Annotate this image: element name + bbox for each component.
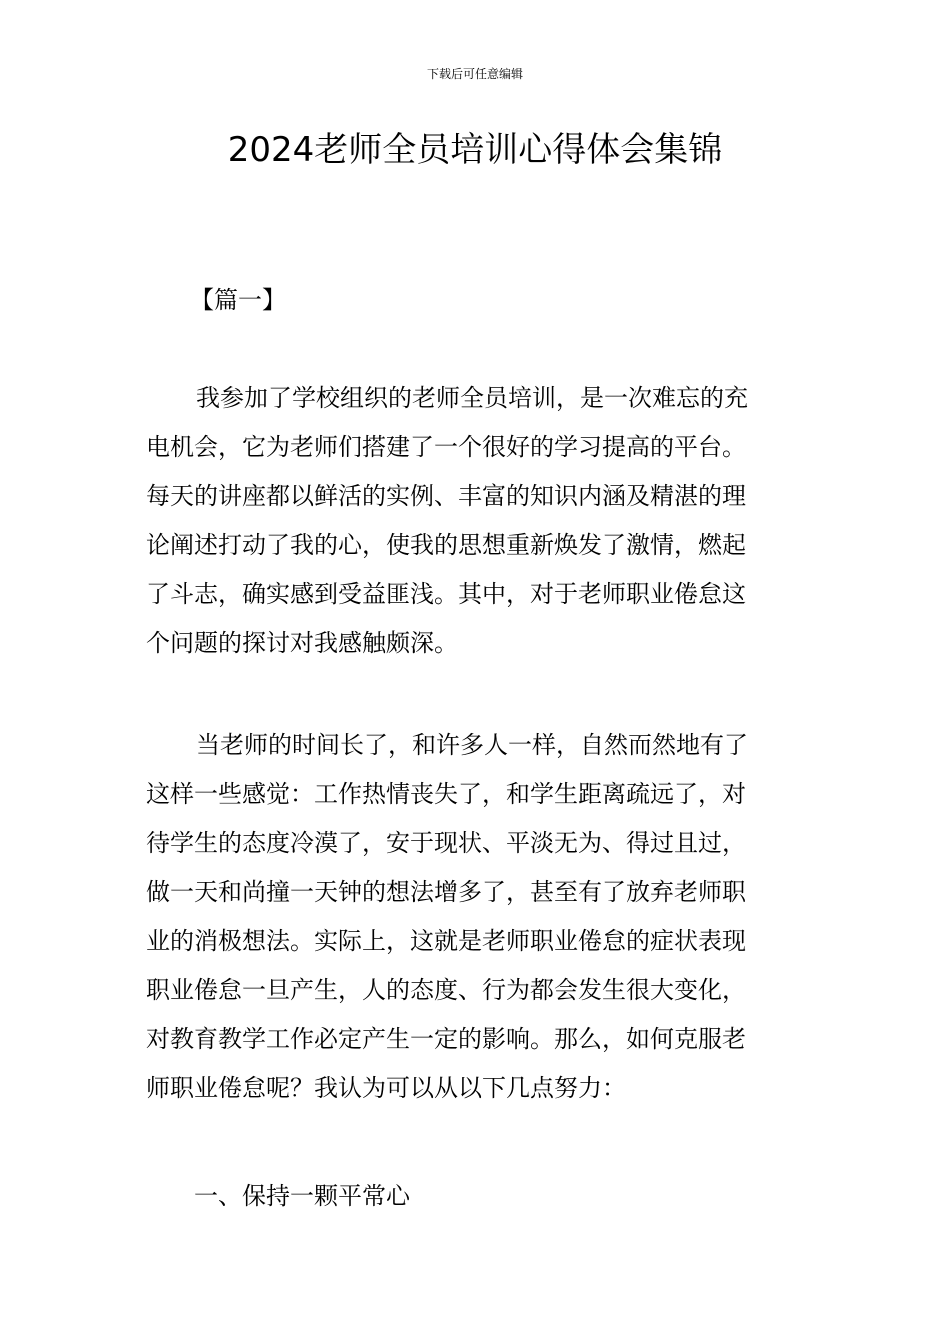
- paragraph-2: [146, 721, 811, 1113]
- paragraph-line: 论阐述打动了我的心，使我的思想重新焕发了激情，燃起: [146, 531, 746, 559]
- subheading: 一、保持一颗平常心: [194, 1182, 410, 1210]
- paragraph-line: 了斗志，确实感到受益匪浅。其中，对于老师职业倦怠这: [146, 580, 746, 608]
- paragraph-line: 待学生的态度冷漠了，安于现状、平淡无为、得过且过，: [146, 829, 746, 857]
- paragraph-line: 师职业倦怠呢？我认为可以从以下几点努力：: [146, 1074, 626, 1102]
- paragraph-line: 职业倦怠一旦产生，人的态度、行为都会发生很大变化，: [146, 976, 746, 1004]
- header-note: 下载后可任意编辑: [426, 67, 523, 81]
- paragraph-line: 电机会，它为老师们搭建了一个很好的学习提高的平台。: [146, 433, 746, 461]
- paragraph-1: [146, 374, 811, 668]
- document-title: 2024老师全员培训心得体会集锦: [227, 130, 723, 170]
- paragraph-line: 对教育教学工作必定产生一定的影响。那么，如何克服老: [146, 1025, 746, 1053]
- paragraph-line: 我参加了学校组织的老师全员培训，是一次难忘的充: [196, 384, 748, 412]
- paragraph-line: 当老师的时间长了，和许多人一样，自然而然地有了: [196, 731, 748, 759]
- paragraph-line: 每天的讲座都以鲜活的实例、丰富的知识内涵及精湛的理: [146, 482, 746, 510]
- section-label: 【篇一】: [190, 286, 286, 314]
- paragraph-line: 这样一些感觉：工作热情丧失了，和学生距离疏远了，对: [146, 780, 746, 808]
- paragraph-line: 个问题的探讨对我感触颇深。: [146, 629, 458, 657]
- paragraph-line: 业的消极想法。实际上，这就是老师职业倦怠的症状表现: [146, 927, 746, 955]
- paragraph-line: 做一天和尚撞一天钟的想法增多了，甚至有了放弃老师职: [146, 878, 746, 906]
